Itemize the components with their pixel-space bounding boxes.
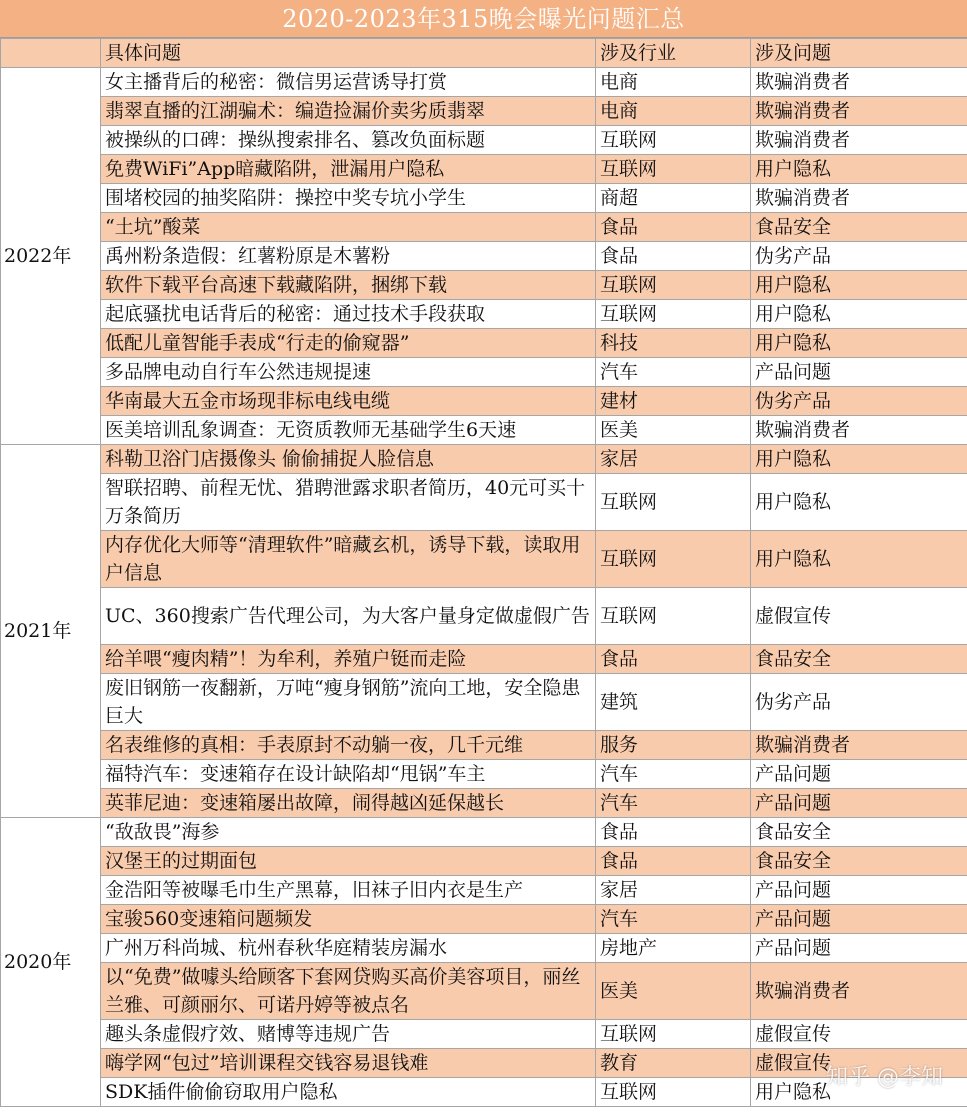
industry-cell: 房地产 [596, 934, 751, 963]
industry-cell: 食品 [596, 818, 751, 847]
type-cell: 食品安全 [751, 213, 967, 242]
table-row [1, 847, 967, 876]
issue-cell: 医美培训乱象调查：无资质教师无基础学生6天速 [101, 416, 596, 445]
issue-cell: 多品牌电动自行车公然违规提速 [101, 358, 596, 387]
industry-cell: 互联网 [596, 474, 751, 531]
issue-cell: SDK插件偷偷窃取用户隐私 [101, 1078, 596, 1107]
industry-cell: 互联网 [596, 155, 751, 184]
type-cell: 伪劣产品 [751, 242, 967, 271]
table-row [1, 155, 967, 184]
table-row [1, 1049, 967, 1078]
industry-cell: 互联网 [596, 531, 751, 588]
issue-cell: 金浩阳等被曝毛巾生产黑幕，旧袜子旧内衣是生产 [101, 876, 596, 905]
table-row [1, 963, 967, 1020]
industry-cell: 汽车 [596, 760, 751, 789]
industry-cell: 家居 [596, 876, 751, 905]
industry-cell: 互联网 [596, 126, 751, 155]
industry-cell: 家居 [596, 445, 751, 474]
header-year [1, 39, 101, 68]
issue-cell: 英菲尼迪：变速箱屡出故障，闹得越凶延保越长 [101, 789, 596, 818]
issue-cell: 软件下载平台高速下载藏陷阱，捆绑下载 [101, 271, 596, 300]
type-cell: 伪劣产品 [751, 674, 967, 731]
type-cell: 欺骗消费者 [751, 68, 967, 97]
type-cell: 用户隐私 [751, 445, 967, 474]
zhihu-watermark: 知乎 @李知 [826, 1065, 943, 1090]
table-row [1, 674, 967, 731]
issue-cell: 免费WiFi”App暗藏陷阱，泄漏用户隐私 [101, 155, 596, 184]
industry-cell: 医美 [596, 416, 751, 445]
issue-cell: 女主播背后的秘密：微信男运营诱导打赏 [101, 68, 596, 97]
header-issue: 具体问题 [101, 39, 596, 68]
year-cell-2022: 2022年 [1, 68, 101, 445]
table-row [1, 271, 967, 300]
year-cell-2021: 2021年 [1, 445, 101, 818]
table-row [1, 126, 967, 155]
industry-cell: 教育 [596, 1049, 751, 1078]
table-row [1, 300, 967, 329]
issue-cell: 科勒卫浴门店摄像头 偷偷捕捉人脸信息 [101, 445, 596, 474]
table-row [1, 905, 967, 934]
issue-cell: 汉堡王的过期面包 [101, 847, 596, 876]
industry-cell: 食品 [596, 645, 751, 674]
industry-cell: 科技 [596, 329, 751, 358]
type-cell: 欺骗消费者 [751, 963, 967, 1020]
table-row [1, 68, 967, 97]
industry-cell: 建筑 [596, 674, 751, 731]
type-cell: 用户隐私 [751, 300, 967, 329]
type-cell: 用户隐私 [751, 474, 967, 531]
type-cell: 用户隐私 [751, 329, 967, 358]
issue-cell: 围堵校园的抽奖陷阱：操控中奖专坑小学生 [101, 184, 596, 213]
industry-cell: 建材 [596, 387, 751, 416]
industry-cell: 互联网 [596, 1078, 751, 1107]
table-row [1, 416, 967, 445]
issue-cell: 低配儿童智能手表成“行走的偷窥器” [101, 329, 596, 358]
issue-cell: 翡翠直播的江湖骗术：编造捡漏价卖劣质翡翠 [101, 97, 596, 126]
type-cell: 欺骗消费者 [751, 126, 967, 155]
issue-cell: 被操纵的口碑：操纵搜索排名、篡改负面标题 [101, 126, 596, 155]
industry-cell: 服务 [596, 731, 751, 760]
table-row [1, 184, 967, 213]
industry-cell: 汽车 [596, 358, 751, 387]
type-cell: 虚假宣传 [751, 588, 967, 645]
issue-cell: 内存优化大师等“清理软件”暗藏玄机，诱导下载，读取用户信息 [101, 531, 596, 588]
type-cell: 用户隐私 [751, 271, 967, 300]
type-cell: 虚假宣传 [751, 1020, 967, 1049]
issue-cell: 广州万科尚城、杭州春秋华庭精装房漏水 [101, 934, 596, 963]
type-cell: 伪劣产品 [751, 387, 967, 416]
issue-cell: 废旧钢筋一夜翻新，万吨“瘦身钢筋”流向工地，安全隐患巨大 [101, 674, 596, 731]
type-cell: 产品问题 [751, 760, 967, 789]
issue-cell: 嗨学网“包过”培训课程交钱容易退钱难 [101, 1049, 596, 1078]
issue-cell: 宝骏560变速箱问题频发 [101, 905, 596, 934]
type-cell: 食品安全 [751, 645, 967, 674]
type-cell: 虚假宣传 [751, 1049, 967, 1078]
issue-cell: 起底骚扰电话背后的秘密：通过技术手段获取 [101, 300, 596, 329]
type-cell: 欺骗消费者 [751, 416, 967, 445]
table-row [1, 329, 967, 358]
year-cell-2020: 2020年 [1, 818, 101, 1107]
issue-cell: 给羊喂“瘦肉精”！为牟利，养殖户铤而走险 [101, 645, 596, 674]
industry-cell: 互联网 [596, 271, 751, 300]
type-cell: 用户隐私 [751, 1078, 967, 1107]
industry-cell: 食品 [596, 847, 751, 876]
industry-cell: 食品 [596, 213, 751, 242]
table-row [1, 588, 967, 645]
issue-cell: 禹州粉条造假：红薯粉原是木薯粉 [101, 242, 596, 271]
table-row [1, 934, 967, 963]
issue-cell: 智联招聘、前程无忧、猎聘泄露求职者简历，40元可买十万条简历 [101, 474, 596, 531]
issue-cell: “敌敌畏”海参 [101, 818, 596, 847]
industry-cell: 互联网 [596, 588, 751, 645]
type-cell: 欺骗消费者 [751, 97, 967, 126]
type-cell: 食品安全 [751, 818, 967, 847]
header-row [1, 39, 967, 68]
issue-cell: 华南最大五金市场现非标电线电缆 [101, 387, 596, 416]
table-row [1, 358, 967, 387]
header-type: 涉及问题 [751, 39, 967, 68]
type-cell: 产品问题 [751, 876, 967, 905]
type-cell: 欺骗消费者 [751, 731, 967, 760]
table-row [1, 1020, 967, 1049]
industry-cell: 医美 [596, 963, 751, 1020]
table-row [1, 818, 967, 847]
type-cell: 产品问题 [751, 905, 967, 934]
table-row [1, 387, 967, 416]
table-row [1, 760, 967, 789]
type-cell: 产品问题 [751, 358, 967, 387]
table-row [1, 445, 967, 474]
issue-cell: 以“免费”做噱头给顾客下套网贷购买高价美容项目，丽丝兰雅、可颜丽尔、可诺丹婷等被点名 [101, 963, 596, 1020]
table-row [1, 731, 967, 760]
industry-cell: 电商 [596, 68, 751, 97]
type-cell: 欺骗消费者 [751, 184, 967, 213]
issue-cell: 福特汽车：变速箱存在设计缺陷却“甩锅”车主 [101, 760, 596, 789]
issue-cell: “土坑”酸菜 [101, 213, 596, 242]
issue-cell: UC、360搜索广告代理公司，为大客户量身定做虚假广告 [101, 588, 596, 645]
table-row [1, 1078, 967, 1107]
industry-cell: 互联网 [596, 300, 751, 329]
industry-cell: 汽车 [596, 789, 751, 818]
issue-cell: 名表维修的真相：手表原封不动躺一夜，几千元维 [101, 731, 596, 760]
table-row [1, 876, 967, 905]
industry-cell: 互联网 [596, 1020, 751, 1049]
table-row [1, 645, 967, 674]
summary-table [0, 38, 967, 1107]
table-row [1, 531, 967, 588]
table-row [1, 789, 967, 818]
table-row [1, 97, 967, 126]
table-row [1, 213, 967, 242]
type-cell: 食品安全 [751, 847, 967, 876]
type-cell: 用户隐私 [751, 155, 967, 184]
industry-cell: 电商 [596, 97, 751, 126]
industry-cell: 汽车 [596, 905, 751, 934]
table-title: 2020-2023年315晚会曝光问题汇总 [0, 0, 967, 38]
type-cell: 用户隐私 [751, 531, 967, 588]
type-cell: 产品问题 [751, 789, 967, 818]
type-cell: 产品问题 [751, 934, 967, 963]
issue-cell: 趣头条虚假疗效、赌博等违规广告 [101, 1020, 596, 1049]
header-industry: 涉及行业 [596, 39, 751, 68]
table-row [1, 474, 967, 531]
industry-cell: 商超 [596, 184, 751, 213]
table-row [1, 242, 967, 271]
industry-cell: 食品 [596, 242, 751, 271]
